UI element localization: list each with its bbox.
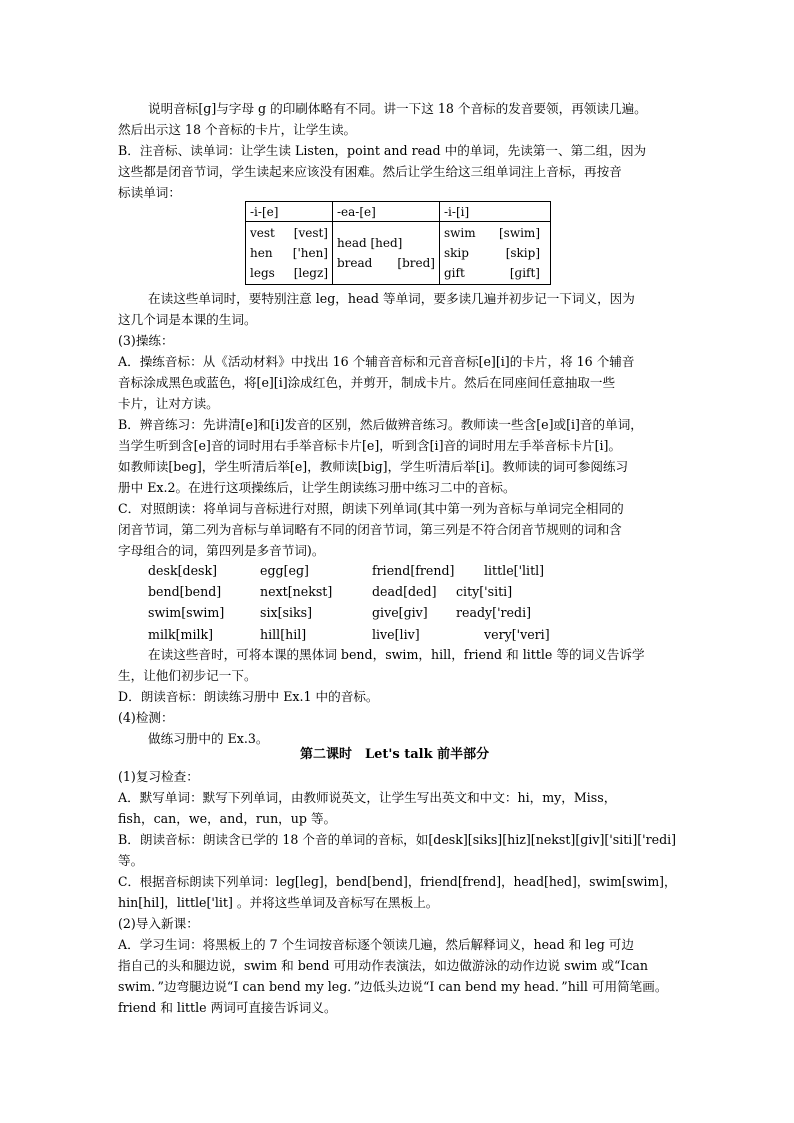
text-line: 生，让他们初步记一下。 [118, 668, 257, 683]
text-line: 这些都是闭音节词，学生读起来应该没有困难。然后让学生给这三组单词注上音标，再按音 [118, 164, 622, 179]
text-line: A．默写单词：默写下列单词，由教师说英文，让学生写出英文和中文：hi，my，Miss， [118, 790, 617, 805]
phonics-table [245, 201, 551, 285]
text-line: friend 和 little 两词可直接告诉词义。 [118, 1000, 337, 1015]
compare-item: dead[ded] [372, 584, 437, 599]
compare-item: live[liv] [372, 627, 420, 642]
text-line: 标读单词： [118, 185, 181, 200]
text-line: 如教师读[beɡ]，学生听清后举[e]，教师读[biɡ]，学生听清后举[i]。教师读的词可参阅练习 [118, 459, 629, 474]
phonetic: [skip] [505, 246, 540, 260]
text-line: 做练习册中的 Ex.3。 [148, 731, 269, 746]
text-line: 这几个词是本课的生词。 [118, 312, 257, 327]
text-line: fish，can，we，and，run，up 等。 [118, 811, 337, 826]
section-heading: 第二课时 Let's talk 前半部分 [300, 747, 490, 762]
compare-item: city['siti] [456, 584, 513, 599]
table-cell-col1 [246, 222, 333, 285]
text-line: A．操练音标：从《活动材料》中找出 16 个辅音音标和元音音标[e][i]的卡片，将 16 个辅音 [118, 354, 635, 369]
text-line: hin[hil]，little['lit] 。并将这些单词及音标写在黑板上。 [118, 895, 439, 910]
table-cell-col2 [333, 222, 440, 285]
text-line: (3)操练： [118, 333, 174, 348]
word: hen [250, 246, 273, 260]
text-line: swim．”边弯腿边说“I can bend my leg．”边低头边说“I can bend my head．”hill 可用简笔画。 [118, 979, 668, 994]
word: skip [444, 246, 469, 260]
phonetic: [swim] [498, 226, 540, 240]
text-line: 闭音节词，第二列为音标与单词略有不同的闭音节词，第三列是不符合闭音节规则的词和含 [118, 522, 622, 537]
text-line: C．对照朗读：将单词与音标进行对照，朗读下列单词(其中第一列为音标与单词完全相同的 [118, 501, 624, 516]
compare-item: next[nekst] [260, 584, 333, 599]
word-phonetic: head [hed] [337, 236, 403, 250]
compare-item: little['litl] [484, 563, 545, 578]
word: legs [250, 266, 275, 280]
phonetic: [bred] [397, 256, 435, 270]
compare-item: swim[swim] [148, 605, 225, 620]
table-header: -i-[e] [246, 202, 333, 222]
text-line: 说明音标[ɡ]与字母 g 的印刷体略有不同。讲一下这 18 个音标的发音要领，再领读几遍。 [148, 101, 647, 116]
phonetic: [ɡift] [509, 266, 540, 280]
text-line: B．朗读音标：朗读含已学的 18 个音的单词的音标，如[desk][siks][hiz][nekst][ɡiv]['siti]['redi] [118, 832, 677, 847]
text-line: B．辨音练习：先讲清[e]和[i]发音的区别，然后做辨音练习。教师读一些含[e]或[i]音的单词， [118, 417, 643, 432]
phonetic: [legz] [293, 266, 328, 280]
text-line: 在读这些音时，可将本课的黑体词 bend，swim，hill，friend 和 little 等的词义告诉学 [148, 647, 645, 662]
compare-item: bend[bend] [148, 584, 222, 599]
word: swim [444, 226, 476, 240]
text-line: B．注音标、读单词：让学生读 Listen，point and read 中的单词，先读第一、第二组，因为 [118, 143, 647, 158]
word: gift [444, 266, 465, 280]
text-line: 音标涂成黑色或蓝色，将[e][i]涂成红色，并剪开，制成卡片。然后在同座间任意抽取一些 [118, 375, 616, 390]
compare-item: friend[frend] [372, 563, 455, 578]
text-line: (2)导入新课： [118, 916, 199, 931]
text-line: (4)检测： [118, 710, 174, 725]
compare-item: give[ɡiv] [372, 605, 428, 620]
table-cell-col3 [440, 222, 551, 285]
compare-item: ready['redi] [456, 605, 532, 620]
compare-item: six[siks] [260, 605, 313, 620]
table-header: -i-[i] [440, 202, 551, 222]
compare-item: hill[hil] [260, 627, 307, 642]
phonetic: ['hen] [292, 246, 328, 260]
word: vest [250, 226, 275, 240]
compare-item: desk[desk] [148, 563, 218, 578]
text-line: 卡片，让对方读。 [118, 396, 219, 411]
text-line: 等。 [118, 853, 144, 868]
table-row [246, 222, 551, 285]
word: bread [337, 256, 373, 270]
phonetic: [vest] [293, 226, 328, 240]
text-line: 字母组合的词，第四列是多音节词)。 [118, 543, 325, 558]
text-line: 当学生听到含[e]音的词时用右手举音标卡片[e]，听到含[i]音的词时用左手举音标卡片[i]。 [118, 438, 622, 453]
table-header: -ea-[e] [333, 202, 440, 222]
text-line: 在读这些单词时，要特别注意 leg，head 等单词，要多读几遍并初步记一下词义，因为 [148, 291, 635, 306]
text-line: A．学习生词：将黑板上的 7 个生词按音标逐个领读几遍，然后解释词义，head 和 leg 可边 [118, 937, 634, 952]
text-line: 然后出示这 18 个音标的卡片，让学生读。 [118, 122, 357, 137]
compare-item: milk[milk] [148, 627, 214, 642]
text-line: 指自己的头和腿边说，swim 和 bend 可用动作表演法，如边做游泳的动作边说 swim 或“Ican [118, 958, 649, 973]
text-line: C．根据音标朗读下列单词：leg[leɡ]，bend[bend]，friend[frend]，head[hed]，swim[swim]， [118, 874, 677, 889]
compare-item: very['veri] [484, 627, 550, 642]
text-line: (1)复习检查： [118, 769, 199, 784]
table-header-row [246, 202, 551, 222]
text-line: D．朗读音标：朗读练习册中 Ex.1 中的音标。 [118, 689, 379, 704]
compare-item: egg[eɡ] [260, 563, 309, 578]
text-line: 册中 Ex.2。在进行这项操练后，让学生朗读练习册中练习二中的音标。 [118, 480, 516, 495]
